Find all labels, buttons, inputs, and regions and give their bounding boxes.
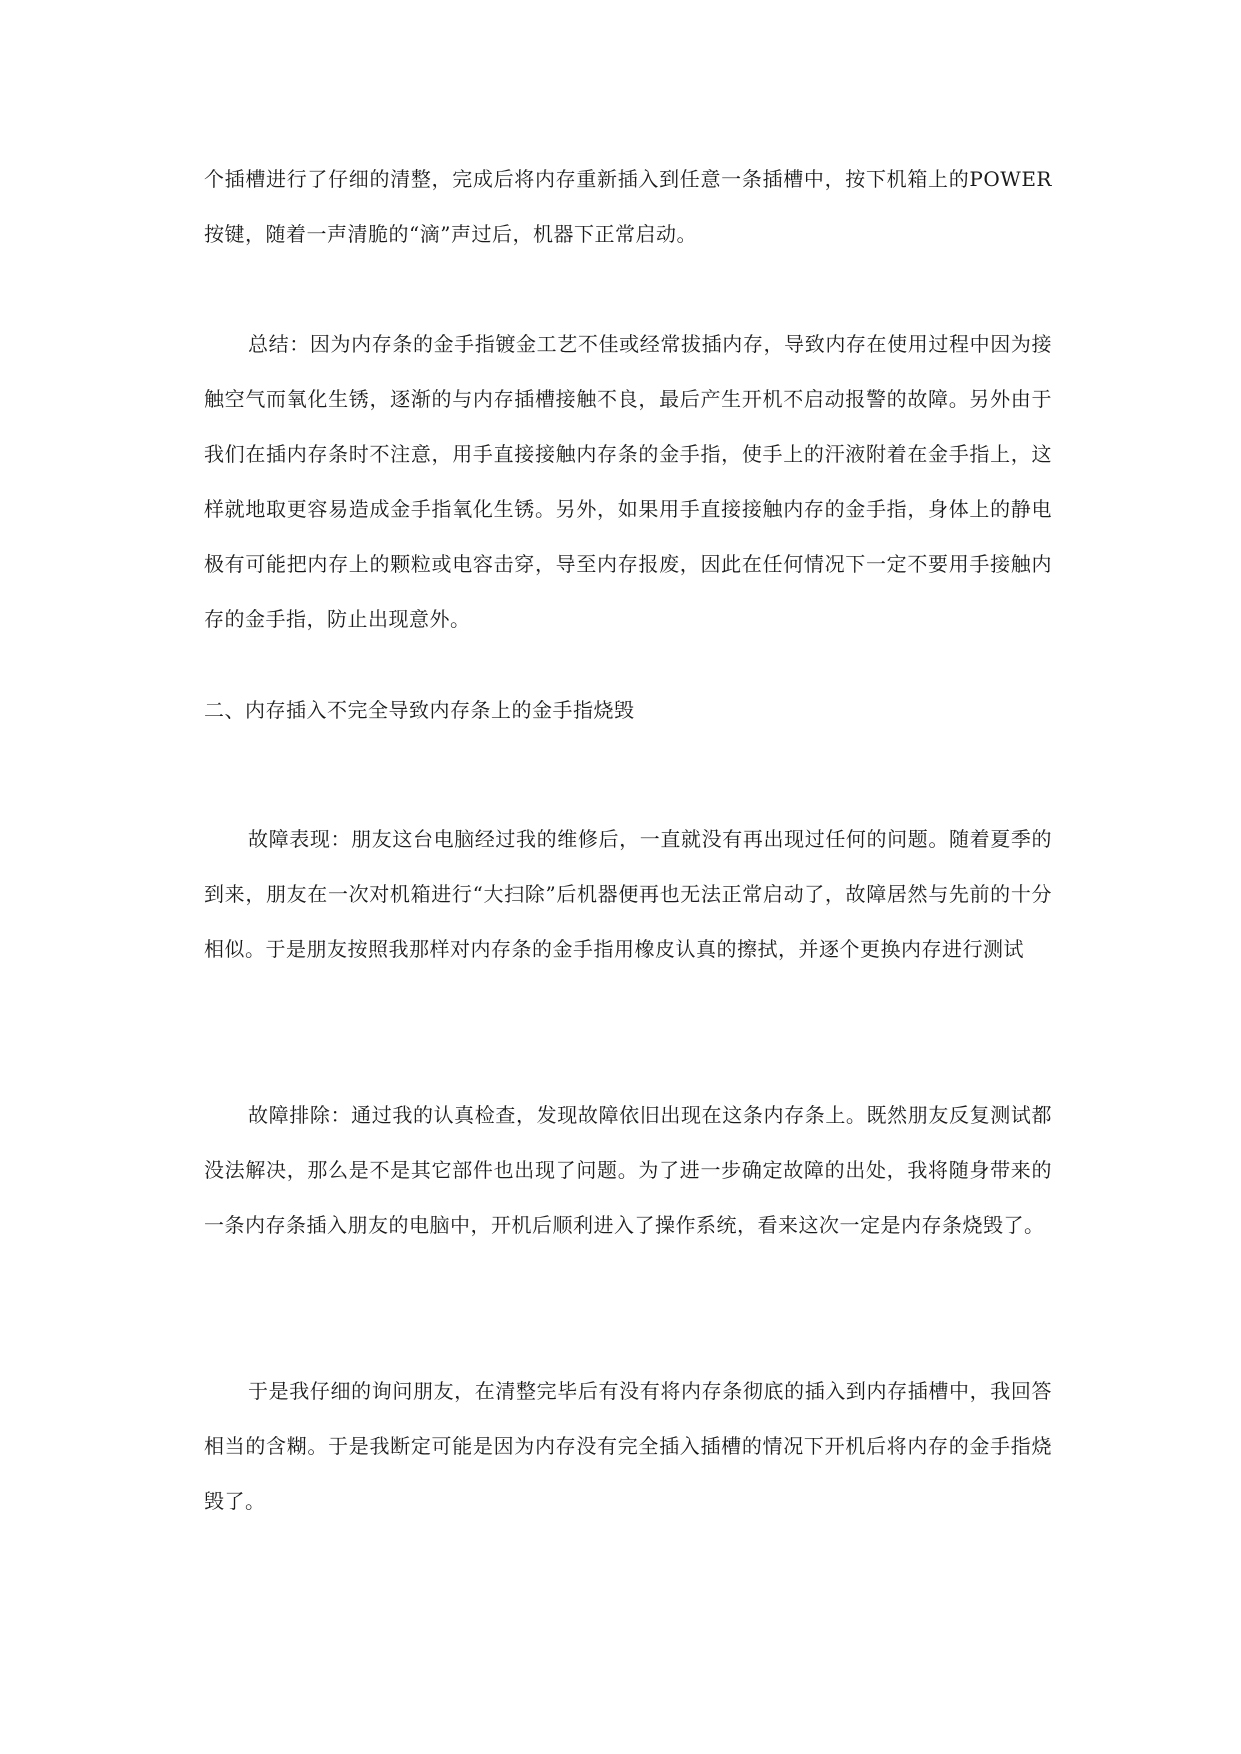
paragraph-text: 个插槽进行了仔细的清整，完成后将内存重新插入到任意一条插槽中，按下机箱上的POWER按键，随着一声清脆的“滴”声过后，机器下正常启动。 — [204, 167, 1052, 246]
heading-text: 二、内存插入不完全导致内存条上的金手指烧毁 — [204, 698, 635, 722]
paragraph-summary — [204, 317, 1052, 647]
paragraph-follow-up — [204, 1364, 1052, 1529]
paragraph-text: 故障表现：朋友这台电脑经过我的维修后，一直就没有再出现过任何的问题。随着夏季的到来，朋友在一次对机箱进行“大扫除”后机器便再也无法正常启动了，故障居然与先前的十分相似。于是朋友按照我那样对内存条的金手指用橡皮认真的擦拭，并逐个更换内存进行测试 — [204, 827, 1052, 961]
section-heading — [204, 683, 1052, 738]
paragraph-fault-symptom — [204, 812, 1052, 977]
paragraph-continuation — [204, 152, 1052, 262]
paragraph-text: 总结：因为内存条的金手指镀金工艺不佳或经常拔插内存，导致内存在使用过程中因为接触空气而氧化生锈，逐渐的与内存插槽接触不良，最后产生开机不启动报警的故障。另外由于我们在插内存条时不注意，用手直接接触内存条的金手指，使手上的汗液附着在金手指上，这样就地取更容易造成金手指氧化生锈。另外，如果用手直接接触内存的金手指，身体上的静电极有可能把内存上的颗粒或电容击穿，导至内存报废，因此在任何情况下一定不要用手接触内存的金手指，防止出现意外。 — [204, 332, 1052, 631]
paragraph-text: 于是我仔细的询问朋友，在清整完毕后有没有将内存条彻底的插入到内存插槽中，我回答相当的含糊。于是我断定可能是因为内存没有完全插入插槽的情况下开机后将内存的金手指烧毁了。 — [204, 1379, 1052, 1513]
paragraph-text: 故障排除：通过我的认真检查，发现故障依旧出现在这条内存条上。既然朋友反复测试都没法解决，那么是不是其它部件也出现了问题。为了进一步确定故障的出处，我将随身带来的一条内存条插入朋友的电脑中，开机后顺利进入了操作系统，看来这次一定是内存条烧毁了。 — [204, 1103, 1052, 1237]
paragraph-fault-troubleshoot — [204, 1088, 1052, 1253]
